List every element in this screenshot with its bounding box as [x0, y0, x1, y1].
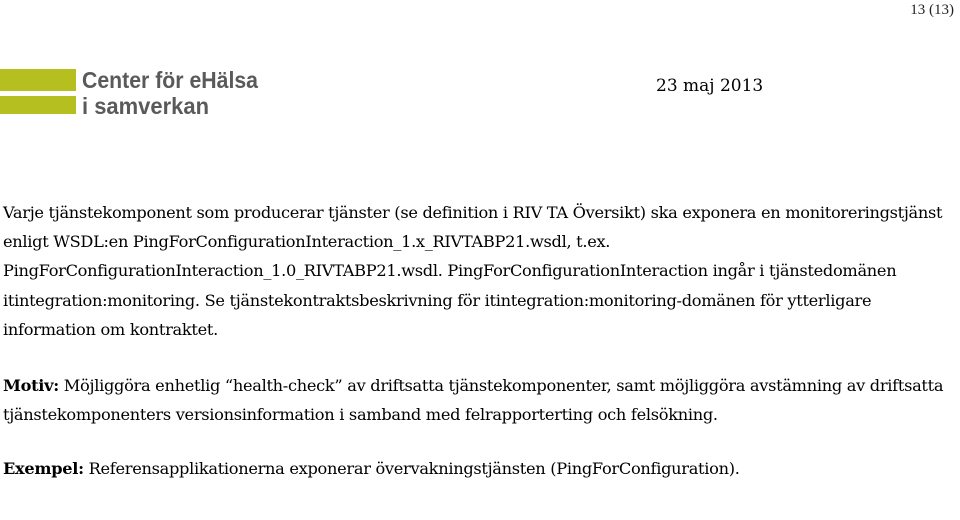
- logo-text-line2: i samverkan: [82, 93, 209, 119]
- intro-paragraph: Varje tjänstekomponent som producerar tjänster (se definition i RIV TA Översikt) ska exponera en monitoreringstjänst enligt WSDL:en PingForConfigurationInteraction_1.x_RIVTABP21.wsdl, t.ex. PingForConfigurationInteraction_1.0_RIVTABP21.wsdl. PingForConfigurationInteraction ingår i tjänstedomänen itintegration:monitoring. Se tjänstekontraktsbeskrivning för itintegration:monitoring-domänen för ytterligare information om kontraktet.: [3, 203, 943, 339]
- exempel-text: Referensapplikationerna exponerar övervakningstjänsten (PingForConfiguration).: [83, 459, 740, 479]
- page-number: 13 (13): [910, 2, 954, 18]
- logo-green-bar-bottom: [0, 96, 76, 114]
- exempel-label: Exempel:: [3, 459, 84, 479]
- motiv-text: Möjliggöra enhetlig “health-check” av driftsatta tjänstekomponenter, samt möjliggöra avstämning av driftsatta tjänstekomponenters versionsinformation i samband med felrapporterting och felsökning.: [3, 376, 944, 425]
- logo-green-bar-top: [0, 69, 76, 91]
- ehalsa-logo: [0, 64, 300, 124]
- motiv-label: Motiv:: [3, 376, 59, 396]
- motiv-paragraph: [3, 371, 953, 429]
- document-body: [3, 198, 953, 484]
- logo-text-line1: Center för eHälsa: [82, 67, 259, 93]
- exempel-paragraph: [3, 454, 953, 483]
- document-date: 23 maj 2013: [656, 76, 764, 96]
